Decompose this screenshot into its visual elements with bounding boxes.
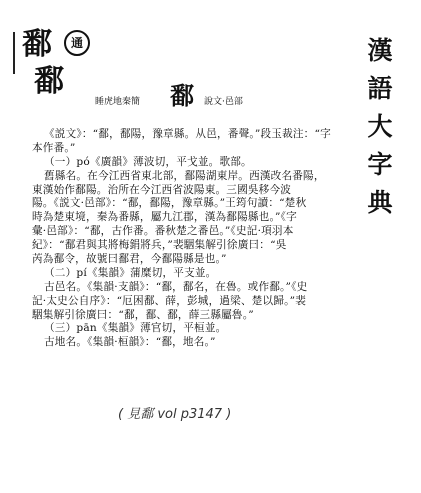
text-line: 舊縣名。在今江西省東北部，鄱陽湖東岸。西漢改名番陽， bbox=[44, 169, 325, 182]
text-line: 駰集解引徐廣曰：“鄱，鄱、鄱，薛三縣屬魯。” bbox=[32, 308, 254, 321]
margin-rule bbox=[13, 32, 15, 74]
text-line: 東漢始作鄱陽。治所在今江西省波陽東。三國吳移今波 bbox=[32, 183, 292, 196]
seal-character-2-source: 說文·邑部 bbox=[204, 97, 243, 107]
seal-character-1-source: 睡虎地秦簡 bbox=[95, 97, 141, 107]
circled-mark: 通 bbox=[64, 30, 90, 56]
text-line: 古地名。《集韻·桓韻》：“鄱，地名。” bbox=[44, 336, 216, 349]
text-line: 時為楚東境，秦為番縣，屬九江郡，漢為鄱陽縣也。”《字 bbox=[32, 211, 297, 224]
title-char: 典 bbox=[367, 188, 393, 217]
text-line: 記·太史公自序》：“厄困鄱、薛，彭城，過梁、楚以歸。”裴 bbox=[32, 294, 307, 307]
seal-character-1: 鄱 bbox=[34, 64, 64, 99]
vertical-title bbox=[365, 32, 395, 222]
seal-character-2: 鄱 bbox=[170, 81, 194, 110]
title-char: 漢 bbox=[367, 36, 393, 65]
text-line: 陽。《説文·邑部》：“鄱，鄱陽，豫章縣。”王筠句讀：“楚秋 bbox=[32, 197, 307, 210]
title-char: 語 bbox=[367, 74, 393, 103]
handwritten-note: ( 見鄱 vol p3147 ) bbox=[118, 407, 232, 422]
text-line: 本作番。” bbox=[32, 141, 76, 154]
reading-heading: （一）pó《廣韻》薄波切，平戈並。歌部。 bbox=[44, 155, 252, 168]
text-line: 彙·邑部》：“鄱，古作番。番秋楚之番邑。”《史記·項羽本 bbox=[32, 225, 294, 238]
text-line: 古邑名。《集韻·支韻》：“鄱，鄱名，在魯。或作鄱。”《史 bbox=[44, 280, 308, 293]
title-char: 字 bbox=[367, 150, 393, 179]
text-line: 《説文》：“鄱，鄱陽，豫章縣。从邑，番聲。”段玉裁注：“字 bbox=[44, 128, 331, 140]
title-char: 大 bbox=[367, 112, 393, 141]
entry-body bbox=[32, 128, 355, 350]
reading-heading: （二）pí《集韻》蒲糜切，平支並。 bbox=[44, 266, 217, 279]
head-character: 鄱 bbox=[22, 27, 52, 62]
text-line: 芮為鄱令，故號曰鄱君，今鄱陽縣是也。” bbox=[32, 253, 227, 266]
text-line: 紀》：“鄱君與其將梅鋗將兵，”裴駰集解引徐廣曰：“吳 bbox=[32, 239, 287, 252]
reading-heading: （三）pān《集韻》薄官切，平桓並。 bbox=[44, 322, 227, 335]
